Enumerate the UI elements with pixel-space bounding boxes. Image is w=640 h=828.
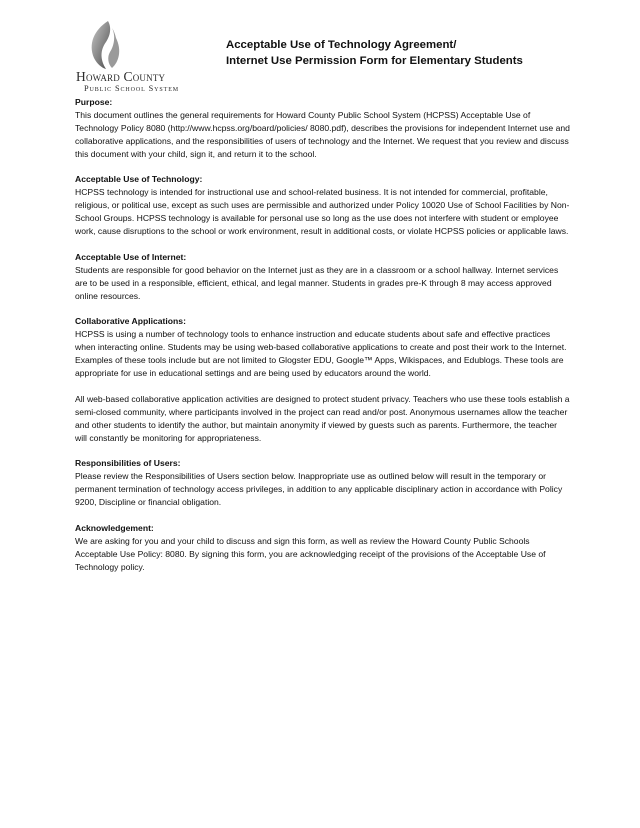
section-heading: Purpose: — [75, 97, 113, 107]
section-heading: Responsibilities of Users: — [75, 458, 181, 469]
logo-subtitle: Public School System — [84, 84, 179, 93]
flame-emblem-icon — [86, 20, 126, 70]
section-paragraph: Please review the Responsibilities of Users section below. Inappropriate use as outlined below will result in the temporary or permanent termination of technology access privileges, in addition to any applicable disciplinary action in accordance with Policy 9200, Discipline or financial obligation. — [75, 471, 563, 508]
section-paragraph: Students are responsible for good behavior on the Internet just as they are in a classroom or a school hallway. Internet services are to be used in a responsible, efficient, ethical, and legal manner. Students in grades pre-K through 8 may access approved online resources. — [75, 264, 559, 301]
section-heading: Acceptable Use of Technology: — [75, 174, 203, 185]
section-paragraph: HCPSS technology is intended for instructional use and school-related business. It is not intended for commercial, profitable, religious, or political use, except as such uses are permissible and authorized under Policy 10020 Use of School Facilities by Non-School Groups. HCPSS technology is available for personal use so long as the use does not interfere with student or employee work, cause disruptions to the school or work environment, result in additional costs, or violate HCPSS policies or applicable laws. — [75, 187, 570, 237]
section-acknowledgement — [75, 522, 571, 574]
logo-name: Howard County — [76, 69, 166, 84]
document-body — [75, 96, 571, 586]
section-acceptable-use-internet — [75, 251, 571, 303]
section-paragraph: All web-based collaborative application activities are designed to protect student privacy. Teachers who use these tools establish a semi-closed community, where participants involved in the project can read and/or post. Anonymous usernames allow the teacher and other students to identify the author, but maintain anonymity if viewed by guests such as parents. Furthermore, the teacher will constantly be monitoring for appropriateness. — [75, 393, 570, 443]
section-heading: Acknowledgement: — [75, 522, 154, 533]
section-paragraph: HCPSS is using a number of technology tools to enhance instruction and educate students about safe and effective practices when interacting online. Students may be using web-based collaborative applications to create and post their work to the Internet. Examples of these tools include but are not limited to Glogster EDU, Google™ Apps, Wikispaces, and Edublogs. These tools are appropriate for use in educational settings and are being used by educators around the world. — [75, 329, 567, 378]
section-collaborative-applications — [75, 315, 571, 380]
section-paragraph: We are asking for you and your child to discuss and sign this form, as well as review the Howard County Public Schools Acceptable Use Policy: 8080. By signing this form, you are acknowledging receipt of the provisions of the Acceptable Use of Technology policy. — [75, 535, 546, 572]
section-acceptable-use-technology — [75, 173, 571, 238]
title-line-2: Internet Use Permission Form for Elementary Students — [226, 55, 523, 67]
section-heading: Acceptable Use of Internet: — [75, 251, 187, 262]
section-paragraph: This document outlines the general requirements for Howard County Public School System (HCPSS) Acceptable Use of Technology Policy 8080 (http://www.hcpss.org/board/policies/ 8080.pdf), describes the provisions for independent Internet use and collaborative applications, and the responsibilities of users of technology and the Internet. We request that you review and discuss this document with your child, sign it, and return it to the school. — [75, 109, 570, 159]
section-purpose — [75, 96, 571, 161]
section-responsibilities — [75, 457, 571, 509]
section-heading: Collaborative Applications: — [75, 316, 186, 327]
hcpss-logo — [72, 20, 222, 100]
section-privacy — [75, 393, 571, 445]
document-title — [226, 37, 523, 69]
title-line-1: Acceptable Use of Technology Agreement/ — [226, 39, 457, 51]
